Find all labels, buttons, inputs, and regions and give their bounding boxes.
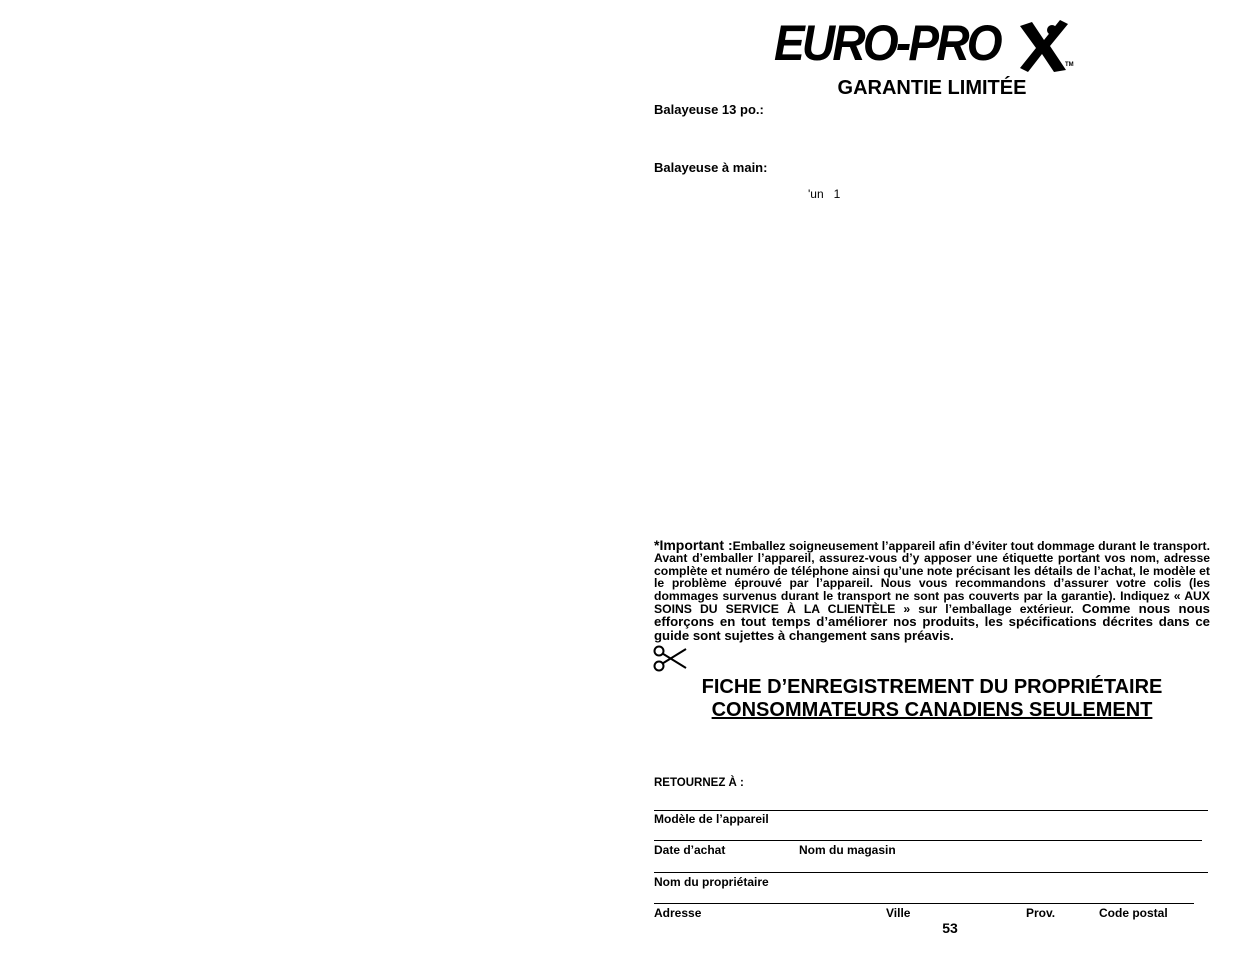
scissors-icon — [652, 645, 688, 673]
province-label: Prov. — [1026, 906, 1056, 920]
logo-wordmark: EURO-PRO — [774, 15, 1000, 71]
registration-heading — [654, 676, 1210, 722]
model-field-label: Modèle de l’appareil — [654, 812, 769, 826]
notice-body: Emballez soigneusement l’appareil afin d’éviter tout dommage durant le transport. Avant d’emballer l’appareil, assurez-vous d’y apposer une étiquette portant vos nom, adresse complète et numéro de téléphone ainsi qu’une note précisant les détails de l’achat, le modèle et le problème éprouvé par l’appareil. Nous vous recommandons d’assurer votre colis (les dommages survenus durant le transport ne sont pas couverts par la garantie). Indiquez « AUX SOINS DU SERVICE À LA CLIENTÈLE » sur l’emballage extérieur. — [654, 539, 1210, 617]
hand-sweeper-label: Balayeuse à main: — [654, 160, 768, 175]
running-figure-x-logo-icon — [1018, 18, 1070, 74]
owner-line — [654, 872, 1208, 873]
owner-name-label: Nom du propriétaire — [654, 875, 769, 889]
registration-subtitle: CONSOMMATEURS CANADIENS SEULEMENT — [711, 699, 1153, 721]
registration-title: FICHE D’ENREGISTREMENT DU PROPRIÉTAIRE — [701, 676, 1163, 698]
important-notice — [654, 539, 1210, 642]
page-number: 53 — [942, 920, 958, 936]
address-line — [654, 903, 1194, 904]
notice-lead: *Important : — [654, 537, 733, 553]
return-to-label: RETOURNEZ À : — [654, 777, 744, 789]
warranty-title: GARANTIE LIMITÉE — [837, 77, 1027, 99]
purchase-date-label: Date d’achat — [654, 843, 726, 857]
postal-code-label: Code postal — [1099, 906, 1168, 920]
model-line — [654, 810, 1208, 811]
city-label: Ville — [886, 906, 911, 920]
sweeper-13-label: Balayeuse 13 po.: — [654, 102, 764, 117]
address-label: Adresse — [654, 906, 702, 920]
euro-pro-logo — [770, 16, 1080, 76]
purchase-line — [654, 840, 1202, 841]
fragment-text: 'un 1 — [808, 187, 841, 201]
trademark-mark: TM — [1065, 62, 1074, 68]
notice-tail: Comme nous nous efforçons en tout temps d’améliorer nos produits, les spécifications décrites dans ce guide sont sujettes à changement sans préavis. — [654, 601, 1211, 643]
store-name-label: Nom du magasin — [799, 843, 896, 857]
